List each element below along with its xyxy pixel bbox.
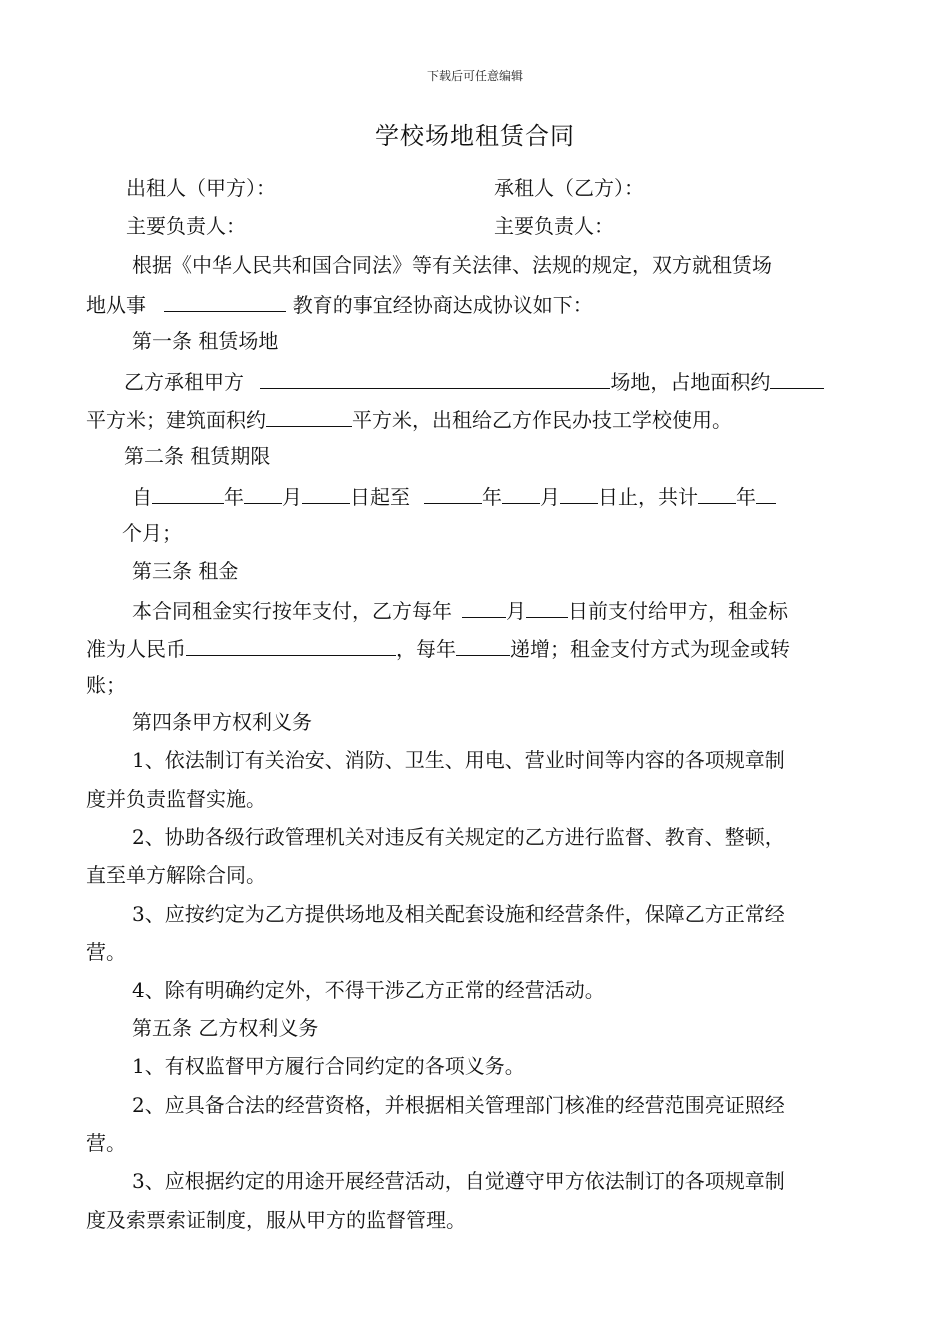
article-3-text-b: 月 bbox=[506, 599, 526, 623]
article-4-title: 第四条甲方权利义务 bbox=[132, 710, 312, 734]
article-5-item-3b: 度及索票索证制度，服从甲方的监督管理。 bbox=[86, 1208, 466, 1232]
land-area-blank bbox=[770, 370, 824, 389]
pay-day-blank bbox=[526, 599, 568, 618]
article-3-text-d: 准为人民币 bbox=[86, 637, 186, 661]
intro-line-2 bbox=[86, 293, 866, 315]
end-year-blank bbox=[424, 485, 482, 504]
article-4-item-2b: 直至单方解除合同。 bbox=[86, 863, 266, 887]
year-text: 年 bbox=[736, 485, 756, 509]
lessor-head-label: 主要负责人： bbox=[126, 214, 246, 238]
increase-rate-blank bbox=[456, 637, 510, 656]
lessee-label: 承租人（乙方）： bbox=[494, 176, 644, 200]
article-2-line-1 bbox=[132, 485, 912, 507]
article-3-text-f: 递增；租金支付方式为现金或转 bbox=[510, 637, 790, 661]
article-4-item-3a: 3、应按约定为乙方提供场地及相关配套设施和经营条件，保障乙方正常经 bbox=[132, 902, 785, 926]
document-title: 学校场地租赁合同 bbox=[375, 122, 575, 150]
article-1-text-a: 乙方承租甲方 bbox=[124, 370, 244, 394]
pay-month-blank bbox=[462, 599, 506, 618]
article-5-item-2b: 营。 bbox=[86, 1131, 126, 1155]
article-4-item-1a: 1、依法制订有关治安、消防、卫生、用电、营业时间等内容的各项规章制 bbox=[132, 748, 785, 772]
start-month-blank bbox=[244, 485, 282, 504]
article-5-item-2a: 2、应具备合法的经营资格，并根据相关管理部门核准的经营范围亮证照经 bbox=[132, 1093, 785, 1117]
total-years-blank bbox=[698, 485, 736, 504]
article-3-title: 第三条 租金 bbox=[132, 559, 239, 583]
month-text: 月 bbox=[540, 485, 560, 509]
month-text: 月 bbox=[282, 485, 302, 509]
year-text: 年 bbox=[482, 485, 502, 509]
article-1-line-2 bbox=[86, 408, 866, 430]
article-5-item-3a: 3、应根据约定的用途开展经营活动，自觉遵守甲方依法制订的各项规章制 bbox=[132, 1169, 785, 1193]
article-4-item-2a: 2、协助各级行政管理机关对违反有关规定的乙方进行监督、教育、整顿， bbox=[132, 825, 785, 849]
article-2-line-2: 个月； bbox=[122, 521, 182, 545]
start-day-blank bbox=[302, 485, 350, 504]
from-text: 自 bbox=[132, 485, 152, 509]
article-3-text-a: 本合同租金实行按年支付，乙方每年 bbox=[132, 599, 452, 623]
article-1-text-c: 平方米；建筑面积约 bbox=[86, 408, 266, 432]
article-3-text-c: 日前支付给甲方，租金标 bbox=[568, 599, 788, 623]
article-1-text-b: 场地，占地面积约 bbox=[610, 370, 771, 394]
total-months-blank bbox=[756, 485, 776, 504]
article-3-text-e: ，每年 bbox=[396, 637, 456, 661]
article-1-text-d: 平方米，出租给乙方作民办技工学校使用。 bbox=[352, 408, 732, 432]
header-note: 下载后可任意编辑 bbox=[426, 69, 523, 83]
start-year-blank bbox=[152, 485, 224, 504]
intro-line-1: 根据《中华人民共和国合同法》等有关法律、法规的规定，双方就租赁场 bbox=[132, 253, 772, 277]
intro-text-b: 教育的事宜经协商达成协议如下： bbox=[292, 293, 593, 317]
article-5-item-1: 1、有权监督甲方履行合同约定的各项义务。 bbox=[132, 1054, 525, 1078]
rent-amount-blank bbox=[186, 637, 396, 656]
end-day-blank bbox=[560, 485, 598, 504]
day-from-text: 日起至 bbox=[350, 485, 410, 509]
article-5-title: 第五条 乙方权利义务 bbox=[132, 1016, 319, 1040]
article-4-item-3b: 营。 bbox=[86, 940, 126, 964]
article-4-item-4: 4、除有明确约定外，不得干涉乙方正常的经营活动。 bbox=[132, 978, 605, 1002]
lessee-head-label: 主要负责人： bbox=[494, 214, 614, 238]
article-1-line-1 bbox=[124, 370, 904, 392]
article-3-line-3: 账； bbox=[86, 673, 126, 697]
lessor-label: 出租人（甲方）： bbox=[126, 176, 276, 200]
article-3-line-2 bbox=[86, 637, 866, 659]
day-to-text: 日止，共计 bbox=[598, 485, 698, 509]
article-2-title: 第二条 租赁期限 bbox=[124, 444, 271, 468]
article-4-item-1b: 度并负责监督实施。 bbox=[86, 787, 266, 811]
year-text: 年 bbox=[224, 485, 244, 509]
article-3-line-1 bbox=[132, 599, 912, 621]
end-month-blank bbox=[502, 485, 540, 504]
purpose-blank bbox=[164, 293, 286, 312]
building-area-blank bbox=[266, 408, 352, 427]
article-1-title: 第一条 租赁场地 bbox=[132, 329, 279, 353]
site-name-blank bbox=[260, 370, 610, 389]
intro-text-a: 地从事 bbox=[86, 293, 146, 317]
